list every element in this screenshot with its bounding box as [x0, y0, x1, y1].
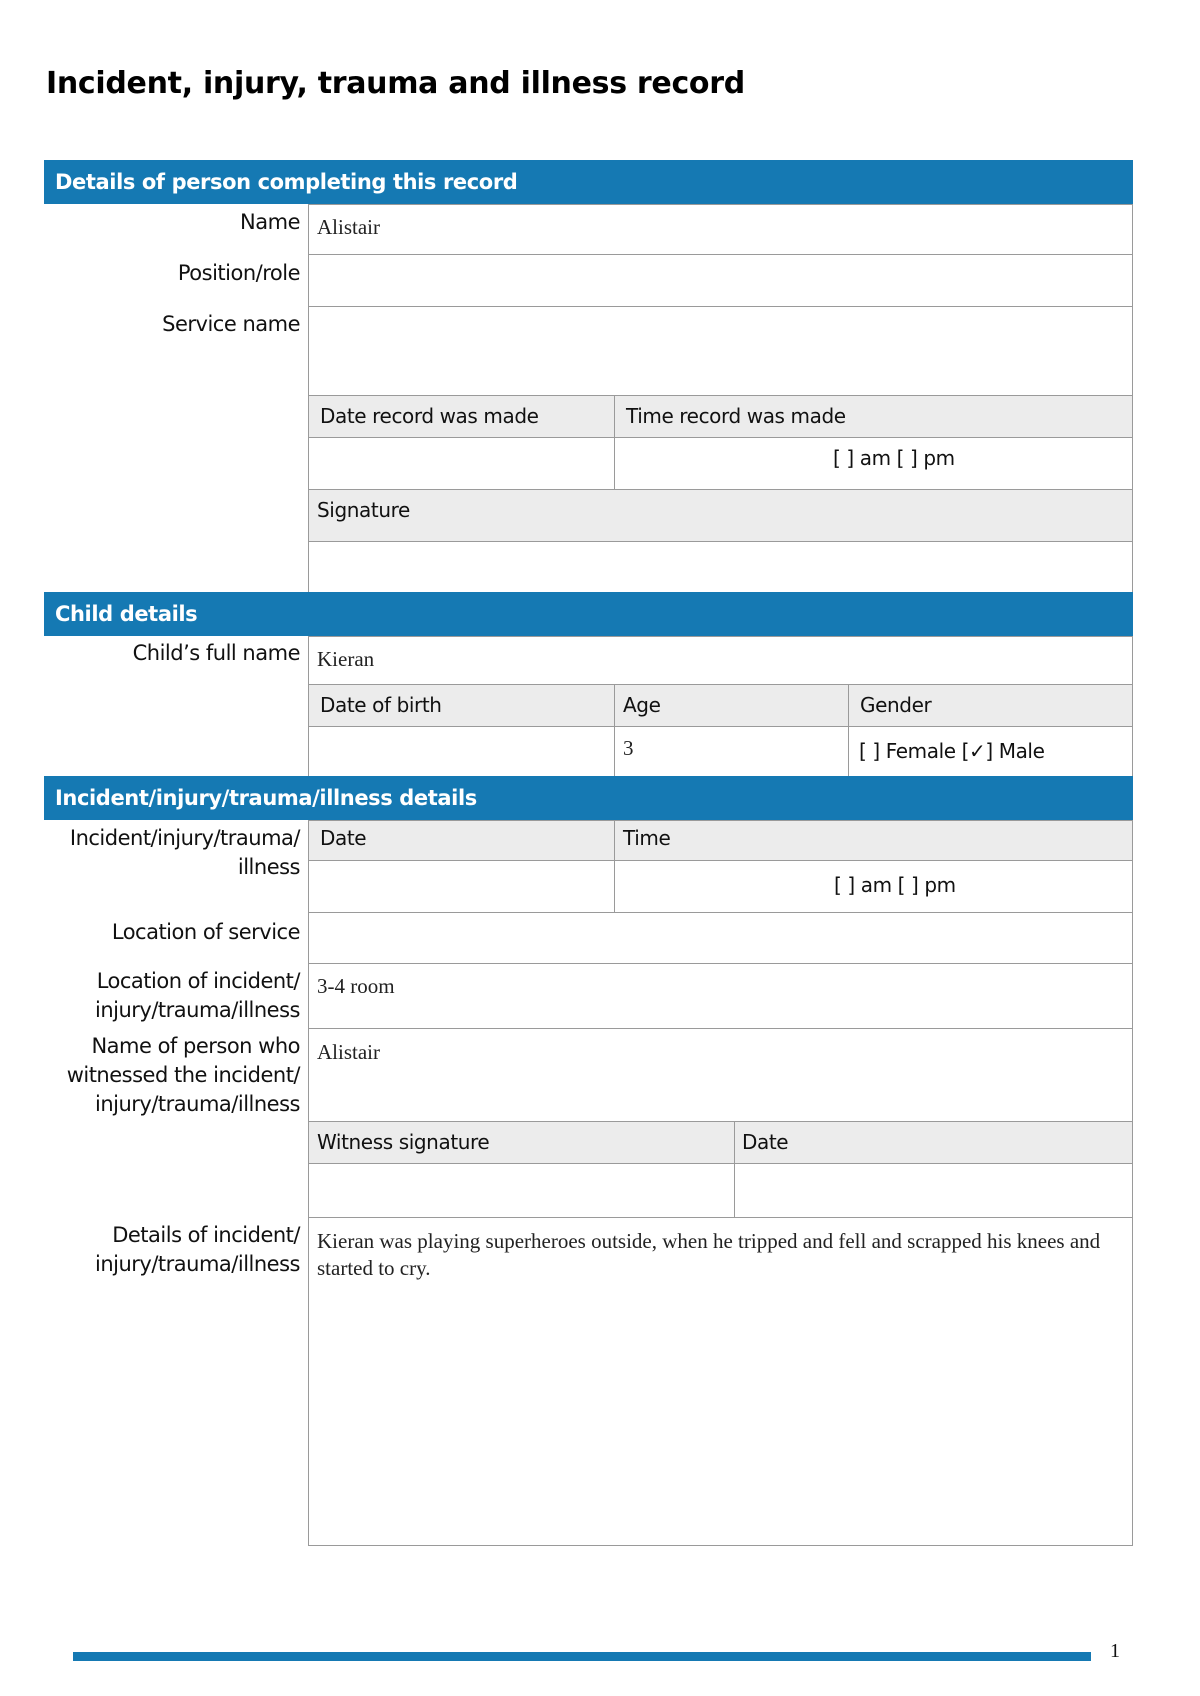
- witness-signature-label: Witness signature: [317, 1130, 490, 1154]
- incident-time-ampm[interactable]: [ ] am [ ] pm: [834, 873, 956, 897]
- witness-label-2: witnessed the incident/: [66, 1063, 300, 1087]
- position-field[interactable]: [308, 254, 1133, 307]
- age-header: [614, 684, 849, 727]
- incident-date-label: Date: [320, 826, 367, 850]
- name-value: Alistair: [317, 215, 380, 239]
- details-value: Kieran was playing superheroes outside, when he tripped and fell and scrapped his knees and started to cry.: [317, 1229, 1101, 1280]
- witness-name-value: Alistair: [317, 1040, 380, 1064]
- witness-signature-field[interactable]: [308, 1163, 735, 1218]
- age-field[interactable]: [614, 726, 849, 777]
- witness-signature-header: [308, 1121, 735, 1164]
- incident-time-field[interactable]: [614, 860, 1133, 913]
- location-incident-field[interactable]: [308, 963, 1133, 1029]
- dob-field[interactable]: [308, 726, 615, 777]
- dob-label: Date of birth: [320, 693, 442, 717]
- section-header-person: Details of person completing this record: [44, 160, 1133, 204]
- details-label-1: Details of incident/: [112, 1223, 300, 1247]
- name-label: Name: [240, 210, 300, 234]
- age-label: Age: [623, 693, 661, 717]
- dob-header: [308, 684, 615, 727]
- witness-date-header: [734, 1121, 1133, 1164]
- witness-label-3: injury/trauma/illness: [95, 1092, 300, 1116]
- signature-header: [308, 489, 1133, 542]
- incident-when-label-2: illness: [237, 855, 300, 879]
- witness-date-label: Date: [742, 1130, 789, 1154]
- page-title: Incident, injury, trauma and illness record: [46, 66, 745, 101]
- gender-field[interactable]: [848, 726, 1133, 777]
- time-record-ampm[interactable]: [ ] am [ ] pm: [833, 446, 955, 470]
- witness-label-1: Name of person who: [91, 1034, 300, 1058]
- incident-date-header: [308, 820, 615, 861]
- time-record-header: [614, 395, 1133, 438]
- witness-name-field[interactable]: [308, 1028, 1133, 1122]
- location-service-label: Location of service: [111, 920, 300, 944]
- date-record-header: [308, 395, 615, 438]
- gender-label: Gender: [860, 693, 932, 717]
- details-field[interactable]: [308, 1217, 1133, 1546]
- incident-time-header: [614, 820, 1133, 861]
- child-full-name-label: Child’s full name: [132, 641, 300, 665]
- name-field[interactable]: [308, 204, 1133, 255]
- service-name-label: Service name: [162, 312, 300, 336]
- location-incident-label-1: Location of incident/: [96, 969, 300, 993]
- location-service-field[interactable]: [308, 912, 1133, 964]
- incident-date-field[interactable]: [308, 860, 615, 913]
- time-record-field[interactable]: [614, 437, 1133, 490]
- child-full-name-value: Kieran: [317, 647, 375, 671]
- time-record-label: Time record was made: [626, 404, 846, 428]
- age-value: 3: [623, 736, 634, 760]
- location-incident-value: 3-4 room: [317, 974, 395, 998]
- location-incident-label-2: injury/trauma/illness: [95, 998, 300, 1022]
- section-header-child: Child details: [44, 592, 1133, 636]
- signature-field[interactable]: [308, 541, 1133, 593]
- incident-time-label: Time: [623, 826, 671, 850]
- date-record-field[interactable]: [308, 437, 615, 490]
- position-label: Position/role: [177, 261, 300, 285]
- signature-label: Signature: [317, 498, 410, 522]
- date-record-label: Date record was made: [320, 404, 539, 428]
- page-number: 1: [1110, 1640, 1120, 1662]
- service-name-field[interactable]: [308, 306, 1133, 396]
- section-header-incident: Incident/injury/trauma/illness details: [44, 776, 1133, 820]
- gender-checkboxes[interactable]: [ ] Female [✓] Male: [859, 739, 1045, 763]
- gender-header: [848, 684, 1133, 727]
- child-full-name-field[interactable]: [308, 636, 1133, 685]
- incident-when-label-1: Incident/injury/trauma/: [69, 826, 300, 850]
- footer-bar: [73, 1652, 1091, 1661]
- witness-date-field[interactable]: [734, 1163, 1133, 1218]
- details-label-2: injury/trauma/illness: [95, 1252, 300, 1276]
